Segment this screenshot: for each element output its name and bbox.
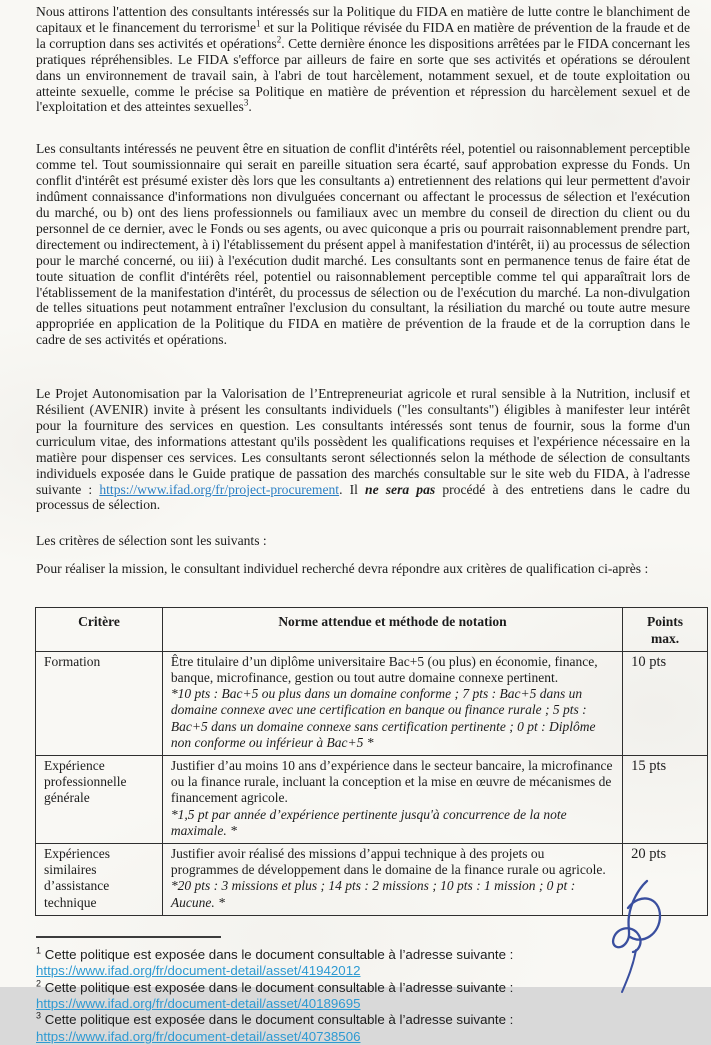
norm-cell [162, 651, 622, 755]
footnote: $^2$ Cette politique est exposée dans le document consultable à l’adresse suivante : https://www.ifad.org/fr/document-detail/asset/40189695 [36, 978, 514, 1012]
norm-scoring-note: *20 pts : 3 missions et plus ; 14 pts : 2 missions ; 10 pts : 1 mission ; 0 pt : Aucune. * [170, 878, 576, 910]
footnote-link[interactable]: https://www.ifad.org/fr/document-detail/asset/40189695 [36, 996, 361, 1012]
paragraph-avenir-invitation: Le Projet Autonomisation par la Valorisation de l’Entrepreneuriat agricole et rural sensible à la Nutrition, inclusif et Résilient (AVENIR) invite à présent les consultants individuels ("les consultants") éligibles à manifester leur intérêt pour la fourniture des services en question. Les consultants intéressés sont tenus de fournir, sous la forme d'un curriculum vitae, des informations attestant qu'ils possèdent les qualifications requises et l'expérience nécessaire en la matière pour dispenser ces services. Les consultants seront sélectionnés selon la méthode de sélection de consultants individuels exposée dans le Guide pratique de passation des marchés consultable sur le site web du FIDA, à l'adresse suivante : https://www.ifad.org/fr/project-procurement. Il ne sera pas procédé à des entretiens dans le cadre du processus de sélection. [36, 386, 690, 513]
procurement-guide-link[interactable]: https://www.ifad.org/fr/project-procurement [99, 481, 340, 497]
criterion-cell: Expérience professionnelle générale [36, 756, 163, 844]
norm-description: Justifier avoir réalisé des missions d’appui technique à des projets ou programmes de développement dans le domaine de la finance rurale ou agricole. [170, 846, 606, 878]
criteria-table-row [36, 756, 708, 844]
header-criterion: Critère [36, 608, 163, 651]
points-cell: 15 pts [623, 756, 708, 844]
signature-ink [607, 878, 669, 1010]
footnote-separator [36, 936, 221, 938]
paragraph-aml-policy: Nous attirons l'attention des consultants intéressés sur la Politique du FIDA en matière de lutte contre le blanchiment de capitaux et le financement du terrorisme$^1$ et sur la Politique révisée du FIDA en matière de prévention de la fraude et de la corruption dans ses activités et opérations$^2$. Cette dernière énonce les dispositions arrêtées par le FIDA concernant les pratiques répréhensibles. Le FIDA s'efforce par ailleurs de faire en sorte que ses activités et opérations se déroulent dans un environnement de travail sain, à l'abri de tout harcèlement, notamment sexuel, et de toute exploitation ou atteinte sexuelle, comme le précise sa Politique en matière de prévention et répression du harcèlement sexuel et de l'exploitation et des atteintes sexuelles$^3$. [36, 4, 690, 115]
points-cell: 20 pts [623, 844, 708, 916]
emphasis-text: ne sera pas [365, 481, 436, 497]
criterion-cell: Formation [36, 651, 163, 755]
footnote: $^1$ Cette politique est exposée dans le document consultable à l’adresse suivante : https://www.ifad.org/fr/document-detail/asset/41942012 [36, 945, 514, 979]
footnote-marker: 1 [36, 945, 42, 956]
mission-qualification-intro: Pour réaliser la mission, le consultant individuel recherché devra répondre aux critères de qualification ci-après : [36, 561, 649, 577]
norm-scoring-note: *10 pts : Bac+5 ou plus dans un domaine conforme ; 7 pts : Bac+5 dans un domaine connexe avec une certification en banque ou finance rurale ; 5 pts : Bac+5 dans un domaine connexe sans certification pertinente ; 0 pt : Diplôme non conforme ou inférieur à Bac+5 * [170, 686, 596, 750]
selection-criteria-intro: Les critères de sélection sont les suivants : [36, 533, 267, 549]
footnote-marker: 3 [36, 1011, 42, 1022]
norm-cell [162, 756, 622, 844]
criteria-table [35, 607, 708, 915]
footnote-reference: 2 [276, 34, 282, 45]
header-points-line2: max. [650, 630, 680, 646]
norm-scoring-note: *1,5 pt par année d’expérience pertinente jusqu'à concurrence de la note maximale. * [170, 806, 567, 838]
norm-cell [162, 844, 622, 916]
criteria-table-row [36, 651, 708, 755]
header-points-line1: Points [647, 614, 684, 630]
footnote-reference: 3 [243, 97, 249, 108]
header-points [623, 608, 708, 651]
norm-description: Être titulaire d’un diplôme universitaire Bac+5 (ou plus) en économie, finance, banque, microfinance, gestion ou tout autre domaine connexe pertinent. [170, 653, 598, 685]
criteria-table-header-row [36, 608, 708, 651]
norm-description: Justifier d’au moins 10 ans d’expérience dans le secteur bancaire, la microfinance ou la finance rurale, incluant la conception et la mise en œuvre de mécanismes de financement agricole. [170, 758, 613, 806]
criterion-cell: Expériences similaires d’assistance technique [36, 844, 163, 916]
footnotes [36, 947, 690, 1045]
paragraph-conflict-of-interest: Les consultants intéressés ne peuvent être en situation de conflit d'intérêts réel, potentiel ou raisonnablement perceptible comme tel. Tout soumissionnaire qui serait en pareille situation sera écarté, sauf approbation expresse du Fonds. Un conflit d'intérêt est présumé exister dès lors que les consultants a) entretiennent des relations qui leur permettent d'avoir indûment connaissance d'informations non divulguées concernant ou affectant le processus de sélection et l'exécution du marché, ou b) ont des liens professionnels ou familiaux avec un membre du conseil de direction du client ou du personnel de ce dernier, avec le Fonds ou ses agents, ou avec quiconque a pris ou pourrait raisonnablement prendre part, directement ou indirectement, à i) l'établissement du présent appel à manifestation d'intérêt, ii) au processus de sélection pour le marché concerné, ou iii) à l'exécution dudit marché. Les consultants sont en permanence tenus de faire état de toute situation de conflit d'intérêts réel, potentiel ou raisonnablement perceptible comme tel qui apparaîtrait lors de l'établissement de la manifestation d'intérêt, du processus de sélection ou de l'exécution du marché. La non-divulgation de telles situations peut notamment entraîner l'exclusion du consultant, la résiliation du marché ou toute autre mesure appropriée en application de la Politique du FIDA en matière de prévention de la fraude et de la corruption dans le cadre de ses activités et opérations. [36, 141, 690, 348]
points-cell: 10 pts [623, 651, 708, 755]
footnote: $^3$ Cette politique est exposée dans le document consultable à l’adresse suivante : https://www.ifad.org/fr/document-detail/asset/40738506 [36, 1011, 514, 1044]
footnote-link[interactable]: https://www.ifad.org/fr/document-detail/asset/40738506 [36, 1028, 361, 1044]
header-norm: Norme attendue et méthode de notation [162, 608, 622, 651]
footnote-marker: 2 [36, 978, 42, 989]
footnote-reference: 1 [255, 18, 261, 29]
footnote-link[interactable]: https://www.ifad.org/fr/document-detail/asset/41942012 [36, 963, 361, 979]
